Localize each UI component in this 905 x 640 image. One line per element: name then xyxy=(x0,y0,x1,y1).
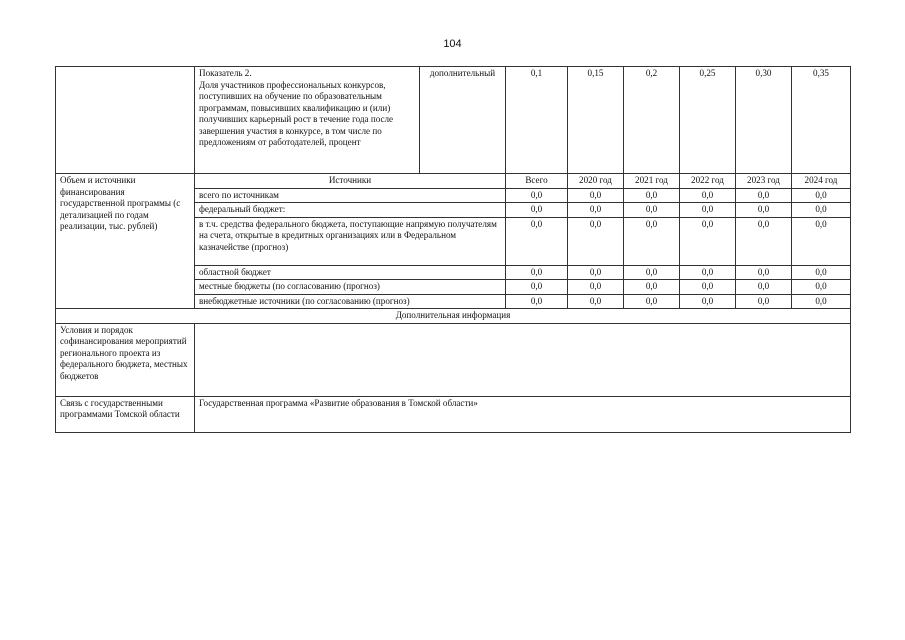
cofinancing-value xyxy=(195,323,851,396)
funding-value: 0,0 xyxy=(736,294,792,309)
funding-value: 0,0 xyxy=(624,294,680,309)
funding-value: 0,0 xyxy=(680,294,736,309)
column-header: 2022 год xyxy=(680,174,736,189)
funding-value: 0,0 xyxy=(736,280,792,295)
column-header: 2024 год xyxy=(792,174,851,189)
empty-label-cell xyxy=(56,67,195,174)
additional-info-title: Дополнительная информация xyxy=(56,309,851,324)
page-number: 104 xyxy=(443,38,462,50)
additional-info-row xyxy=(56,309,851,324)
column-header: 2021 год xyxy=(624,174,680,189)
funding-value: 0,0 xyxy=(792,188,851,203)
column-header: Всего xyxy=(506,174,568,189)
source-name: областной бюджет xyxy=(195,265,506,280)
funding-value: 0,0 xyxy=(568,294,624,309)
cofinancing-row xyxy=(56,323,851,396)
source-name: всего по источникам xyxy=(195,188,506,203)
funding-value: 0,0 xyxy=(506,188,568,203)
funding-value: 0,0 xyxy=(624,280,680,295)
funding-header-row xyxy=(56,174,851,189)
funding-value: 0,0 xyxy=(568,280,624,295)
indicator-type: дополнительный xyxy=(420,67,506,174)
funding-value: 0,0 xyxy=(792,294,851,309)
program-link-label: Связь с государственными программами Томской области xyxy=(56,396,195,432)
funding-value: 0,0 xyxy=(624,265,680,280)
funding-value: 0,0 xyxy=(736,217,792,265)
funding-value: 0,0 xyxy=(680,203,736,218)
indicator-value: 0,30 xyxy=(736,67,792,174)
funding-value: 0,0 xyxy=(680,265,736,280)
indicator-value: 0,25 xyxy=(680,67,736,174)
funding-value: 0,0 xyxy=(568,203,624,218)
funding-value: 0,0 xyxy=(624,217,680,265)
funding-value: 0,0 xyxy=(568,188,624,203)
program-link-value: Государственная программа «Развитие образования в Томской области» xyxy=(195,396,851,432)
funding-label: Объем и источники финансирования государственной программы (с детализацией по годам реализации, тыс. рублей) xyxy=(56,174,195,309)
column-header: 2023 год xyxy=(736,174,792,189)
sources-header: Источники xyxy=(195,174,506,189)
indicator-text: Показатель 2. Доля участников профессиональных конкурсов, поступивших на обучение по образовательным программам, повысивших квалификацию и (или) получивших карьерный рост в течение года после завершения участия в конкурсе, в том числе по предложениям от работодателей, процент xyxy=(195,67,420,174)
funding-value: 0,0 xyxy=(736,188,792,203)
funding-value: 0,0 xyxy=(680,188,736,203)
funding-value: 0,0 xyxy=(736,203,792,218)
cofinancing-label: Условия и порядок софинансирования мероприятий регионального проекта из федерального бюджета, местных бюджетов xyxy=(56,323,195,396)
indicator-row xyxy=(56,67,851,174)
program-link-row xyxy=(56,396,851,432)
indicator-value: 0,2 xyxy=(624,67,680,174)
passport-table xyxy=(55,66,851,433)
indicator-value: 0,35 xyxy=(792,67,851,174)
funding-value: 0,0 xyxy=(506,280,568,295)
funding-value: 0,0 xyxy=(506,217,568,265)
source-name: внебюджетные источники (по согласованию (прогноз) xyxy=(195,294,506,309)
funding-value: 0,0 xyxy=(506,265,568,280)
funding-value: 0,0 xyxy=(736,265,792,280)
funding-value: 0,0 xyxy=(624,188,680,203)
funding-value: 0,0 xyxy=(624,203,680,218)
source-name: федеральный бюджет: xyxy=(195,203,506,218)
source-name: в т.ч. средства федерального бюджета, поступающие напрямую получателям на счета, открытые в кредитных организациях или в Федеральном казначействе (прогноз) xyxy=(195,217,506,265)
source-name: местные бюджеты (по согласованию (прогноз) xyxy=(195,280,506,295)
funding-value: 0,0 xyxy=(792,265,851,280)
funding-value: 0,0 xyxy=(792,280,851,295)
indicator-value: 0,15 xyxy=(568,67,624,174)
funding-value: 0,0 xyxy=(506,203,568,218)
indicator-value: 0,1 xyxy=(506,67,568,174)
funding-value: 0,0 xyxy=(792,203,851,218)
funding-value: 0,0 xyxy=(792,217,851,265)
funding-value: 0,0 xyxy=(680,280,736,295)
column-header: 2020 год xyxy=(568,174,624,189)
funding-value: 0,0 xyxy=(680,217,736,265)
funding-value: 0,0 xyxy=(568,265,624,280)
funding-value: 0,0 xyxy=(568,217,624,265)
funding-value: 0,0 xyxy=(506,294,568,309)
